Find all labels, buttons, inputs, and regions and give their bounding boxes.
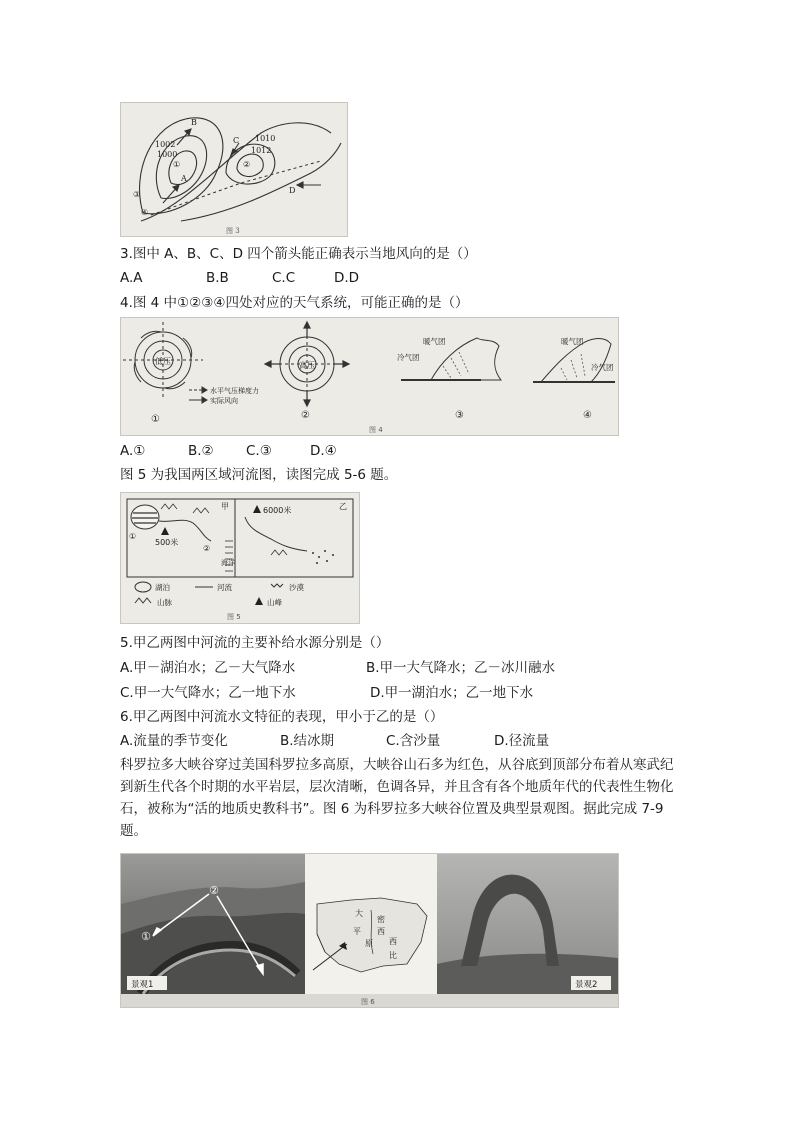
fig6-map-char-1: 平 bbox=[353, 927, 361, 936]
point-label-2: ② bbox=[243, 160, 251, 169]
fig6-scene-1-label: 景观1 bbox=[131, 980, 154, 990]
question-4-option-d[interactable]: D.④ bbox=[310, 443, 337, 459]
question-6-option-b[interactable]: B.结冰期 bbox=[280, 733, 335, 749]
figure-5-caption: 图 5 bbox=[227, 613, 241, 621]
low-pressure-label: 低压 bbox=[155, 357, 171, 366]
fig5-legend-desert: 沙漠 bbox=[289, 583, 304, 592]
question-6-option-a[interactable]: A.流量的季节变化 bbox=[120, 733, 228, 749]
fig6-map-char-5: 原 bbox=[365, 939, 373, 948]
fig4-label-3: ③ bbox=[455, 410, 464, 421]
arrow-label-a: A bbox=[181, 174, 187, 183]
fig6-map-char-4: 西 bbox=[389, 937, 397, 946]
question-4-stem: 4.图 4 中①②③④四处对应的天气系统，可能正确的是（） bbox=[120, 295, 469, 311]
fig5-label-jia: 甲 bbox=[221, 502, 229, 511]
fig4-label-1: ① bbox=[151, 414, 160, 425]
question-4-option-b[interactable]: B.② bbox=[188, 443, 214, 459]
question-6-stem: 6.甲乙两图中河流水文特征的表现，甲小于乙的是（） bbox=[120, 709, 444, 725]
fig5-legend-peak: 山峰 bbox=[267, 598, 282, 607]
isobar-label-1002: 1002 bbox=[155, 140, 176, 149]
figure-4-weather-systems bbox=[120, 317, 619, 436]
question-5-option-c[interactable]: C.甲一大气降水；乙一地下水 bbox=[120, 685, 296, 701]
isobar-label-1012: 1012 bbox=[251, 146, 272, 155]
question-6-option-c[interactable]: C.含沙量 bbox=[386, 733, 441, 749]
fig5-peak-500: 500米 bbox=[155, 538, 179, 547]
fig4-warm-air-mass-3: 暖气团 bbox=[423, 337, 446, 346]
figure-5-river-map bbox=[120, 492, 360, 624]
fig6-map-char-2: 密 bbox=[377, 915, 385, 924]
high-pressure-label: 高压 bbox=[299, 361, 315, 370]
figure-4-caption: 图 4 bbox=[369, 426, 383, 434]
question-4-option-c[interactable]: C.③ bbox=[246, 443, 272, 459]
figure-6-caption: 图 6 bbox=[361, 998, 375, 1006]
question-3-option-b[interactable]: B.B bbox=[206, 270, 229, 286]
fig6-map-char-6: 比 bbox=[389, 951, 397, 960]
point-label-1: ① bbox=[173, 160, 181, 169]
figure-3-isobar-map bbox=[120, 102, 348, 237]
fig4-label-2: ② bbox=[301, 410, 310, 421]
passage-questions-7-9: 科罗拉多大峡谷穿过美国科罗拉多高原，大峡谷山石多为红色，从谷底到顶部分布着从寒武纪到新生代各个时期的水平岩层，层次清晰，色调各异，并且含有各个地质年代的代表性生物化石，被称为“活的地质史教科书”。图 6 为科罗拉多大峡谷位置及典型景观图。据此完成 7-9 题。 bbox=[120, 757, 674, 839]
intro-questions-5-6: 图 5 为我国两区域河流图，读图完成 5-6 题。 bbox=[120, 467, 398, 483]
fig5-label-yi: 乙 bbox=[339, 502, 347, 511]
question-5-option-a[interactable]: A.甲－湖泊水；乙－大气降水 bbox=[120, 660, 296, 676]
fig5-peak-6000: 6000米 bbox=[263, 506, 292, 515]
fig5-sea-label: 海洋 bbox=[221, 559, 235, 567]
question-5-stem: 5.甲乙两图中河流的主要补给水源分别是（） bbox=[120, 635, 390, 651]
question-3-option-c[interactable]: C.C bbox=[272, 270, 296, 286]
fig4-warm-air-mass-4: 暖气团 bbox=[561, 337, 584, 346]
fig4-cold-air-mass-4: 冷气团 bbox=[591, 363, 614, 372]
question-5-option-d[interactable]: D.甲一湖泊水；乙一地下水 bbox=[370, 685, 534, 701]
fig6-map-char-3: 西 bbox=[377, 927, 385, 936]
fig6-label-2: ② bbox=[209, 884, 219, 897]
fig6-map-char-0: 大 bbox=[355, 909, 363, 918]
figure-3-caption: 图 3 bbox=[226, 227, 240, 235]
fig5-legend-river: 河流 bbox=[217, 583, 232, 592]
fig4-cold-air-mass-3: 冷气团 bbox=[397, 353, 420, 362]
point-label-4: ④ bbox=[141, 208, 149, 217]
fig5-legend-lake: 湖泊 bbox=[155, 583, 170, 592]
point-label-3: ③ bbox=[133, 190, 141, 199]
fig5-label-1: ① bbox=[129, 532, 137, 541]
fig5-label-2: ② bbox=[203, 544, 211, 553]
fig5-legend-mountain: 山脉 bbox=[157, 598, 172, 607]
figure-6-grand-canyon bbox=[120, 853, 619, 1008]
legend-actual-wind: 实际风向 bbox=[210, 397, 238, 405]
question-3-stem: 3.图中 A、B、C、D 四个箭头能正确表示当地风向的是（） bbox=[120, 246, 477, 262]
arrow-label-b: B bbox=[191, 118, 197, 127]
fig4-label-4: ④ bbox=[583, 410, 592, 421]
isobar-label-1010: 1010 bbox=[255, 134, 276, 143]
question-6-option-d[interactable]: D.径流量 bbox=[494, 733, 550, 749]
legend-pressure-gradient: 水平气压梯度力 bbox=[210, 387, 259, 395]
fig6-scene-2-label: 景观2 bbox=[575, 980, 598, 990]
arrow-label-c: C bbox=[233, 136, 240, 145]
question-5-option-b[interactable]: B.甲一大气降水；乙－冰川融水 bbox=[366, 660, 556, 676]
question-3-option-d[interactable]: D.D bbox=[334, 270, 360, 286]
arrow-label-d: D bbox=[289, 186, 296, 195]
isobar-label-1000: 1000 bbox=[157, 150, 178, 159]
question-3-option-a[interactable]: A.A bbox=[120, 270, 143, 286]
question-4-option-a[interactable]: A.① bbox=[120, 443, 146, 459]
fig6-label-1: ① bbox=[141, 930, 151, 943]
